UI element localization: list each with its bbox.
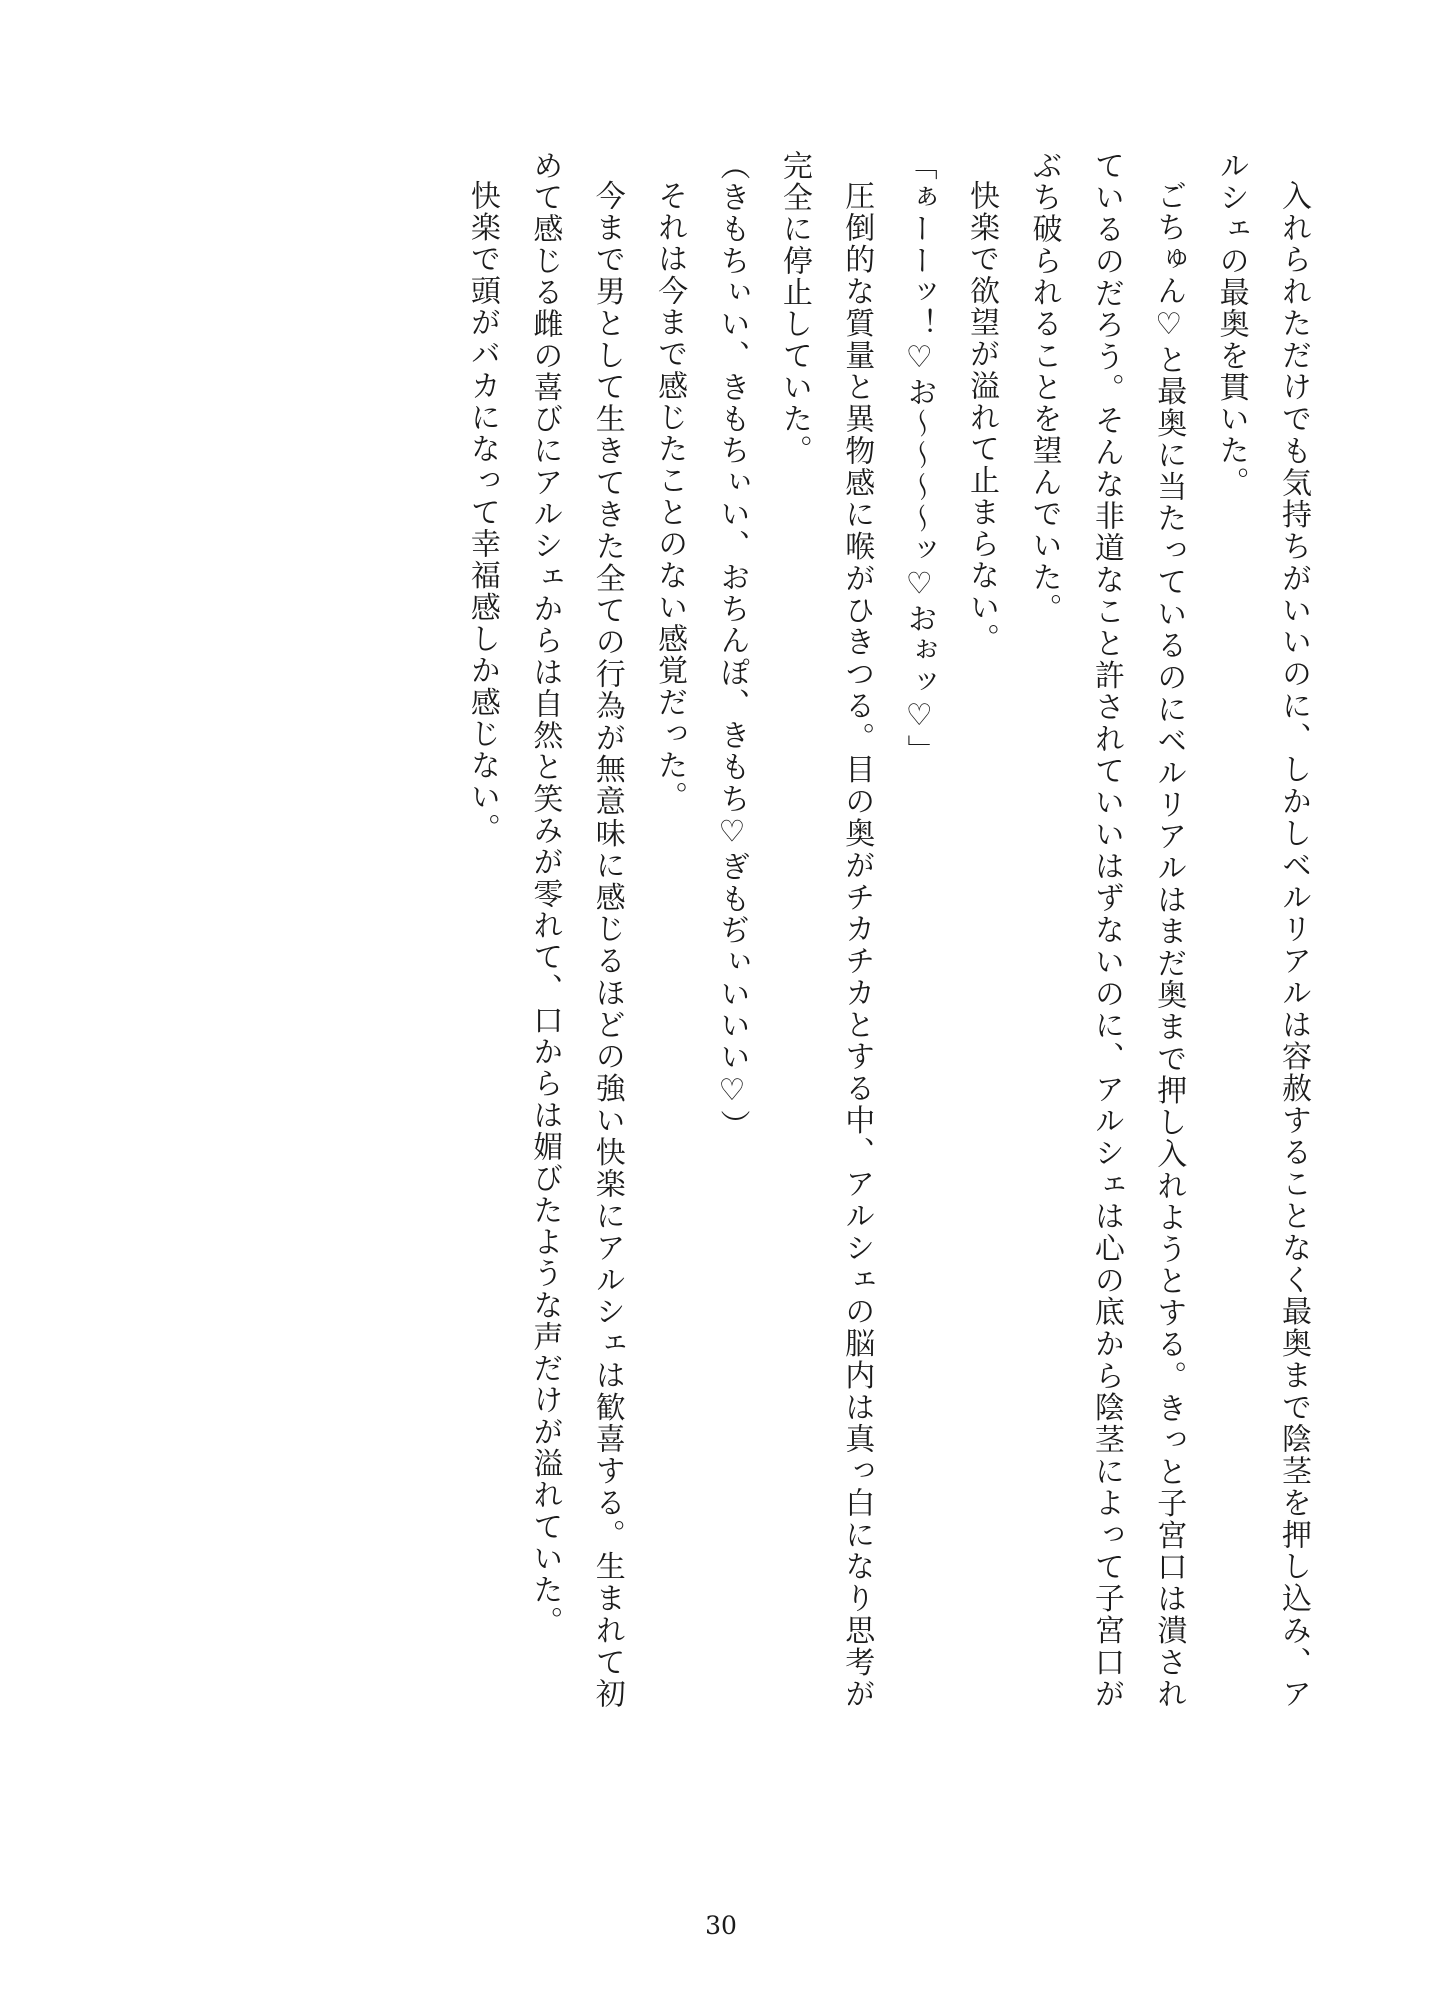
paragraph: 入れられただけでも気持ちがいいのに、しかしベルリアルは容赦することなく最奥まで陰茎を押し込み、アルシェの最奥を貫いた。 [1213, 150, 1311, 1710]
page-body-text [150, 150, 1324, 1710]
page-number: 30 [705, 1911, 737, 1940]
paragraph: 今まで男として生きてきた全ての行為が無意味に感じるほどの強い快楽にアルシェは歓喜する。生まれて初めて感じる雌の喜びにアルシェからは自然と笑みが零れて、口からは媚びたような声だけが溢れていた。 [527, 150, 625, 1710]
paragraph-dialogue: 「ぁーーッ！♡お〜〜〜〜ッ♡おぉッ♡」 [901, 150, 937, 767]
paragraph-inner-monologue: （きもちぃい、きもちぃい、おちんぽ、きもち♡ぎもぢぃいいい♡） [714, 150, 750, 1142]
paragraph: 快楽で頭がバカになって幸福感しか感じない。 [464, 180, 500, 845]
paragraph: ごちゅん♡と最奥に当たっているのにベルリアルはまだ奥まで押し入れようとする。きっと子宮口は潰されているのだろう。そんな非道なこと許されていいはずないのに、アルシェは心の底から陰茎によって子宮口がぶち破られることを望んでいた。 [1026, 150, 1187, 1710]
paragraph: 圧倒的な質量と異物感に喉がひきつる。目の奥がチカチカとする中、アルシェの脳内は真っ白になり思考が完全に停止していた。 [776, 150, 875, 1710]
paragraph: それは今まで感じたことのない感覚だった。 [652, 180, 688, 813]
paragraph: 快楽で欲望が溢れて止まらない。 [964, 180, 1000, 655]
